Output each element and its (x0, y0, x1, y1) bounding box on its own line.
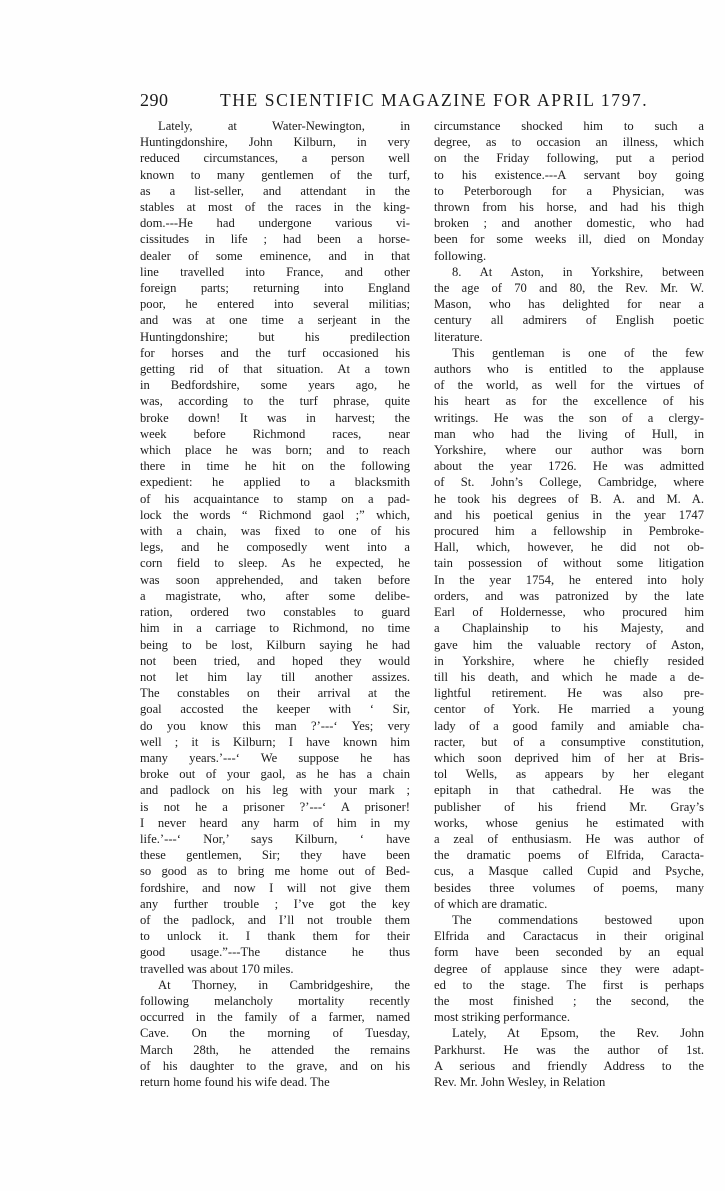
text-line: broke down! It was in harvest; the (140, 410, 410, 425)
text-line: literature. (434, 329, 483, 344)
text-line: the age of 70 and 80, the Rev. Mr. W. (434, 281, 704, 296)
text-line: these gentlemen, Sir; they have been (140, 848, 410, 863)
text-line: authors who is entitled to the applause (434, 362, 704, 377)
text-line: following. (434, 248, 487, 263)
text-line: was, according to the turf phrase, quite (140, 394, 410, 409)
text-line: lightful retirement. He was also pre- (434, 686, 704, 701)
text-line: broke out of your gaol, as he has a chain (140, 767, 410, 782)
text-line: travelled was about 170 miles. (140, 961, 294, 976)
text-line: getting rid of that situation. At a town (140, 362, 410, 377)
text-line: racter, but of a consumptive constitution, (434, 734, 704, 749)
text-line: The commendations bestowed upon (452, 912, 704, 927)
text-line: tain possession of without some litigation (434, 556, 704, 571)
text-line: week before Richmond races, near (140, 426, 410, 441)
text-line: following melancholy mortality recently (140, 993, 410, 1008)
text-line: was soon apprehended, and taken before (140, 572, 410, 587)
text-line: Hall, which, however, he did not ob- (434, 540, 704, 555)
text-line: poor, he entered into several militias; (140, 297, 410, 312)
text-line: being to be lost, Kilburn saying he had (140, 637, 410, 652)
text-line: lock the words “ Richmond gaol ;” which, (140, 507, 410, 522)
text-line: so good as to bring me home out of Bed- (140, 864, 410, 879)
text-line: tol Wells, as appears by her elegant (434, 767, 704, 782)
text-line: of his daughter to the grave, and on his (140, 1058, 410, 1073)
text-line: known to many gentlemen of the turf, (140, 167, 410, 182)
text-line: legs, and he composedly went into a (140, 540, 410, 555)
text-line: return home found his wife dead. The (140, 1074, 330, 1089)
text-line: dealer of some eminence, and in that (140, 248, 410, 263)
text-line: cissitudes in life ; had been a horse- (140, 232, 410, 247)
text-line: Lately, at Water-Newington, in (158, 119, 410, 133)
text-line: any further trouble ; I’ve got the key (140, 896, 410, 911)
text-line: cus, a Masque called Cupid and Psyche, (434, 864, 704, 879)
text-line: man who had the living of Hull, in (434, 426, 704, 441)
paragraph (140, 118, 410, 977)
text-line: centor of York. He married a young (434, 702, 704, 717)
text-line: and was at one time a serjeant in the (140, 313, 410, 328)
text-line: for horses and the turf occasioned his (140, 345, 410, 360)
text-line: A serious and friendly Address to the (434, 1058, 704, 1073)
text-line: on the Friday following, put a period (434, 151, 704, 166)
text-line: form have been seconded by an equal (434, 945, 704, 960)
text-line: orders, and was patronized by the late (434, 588, 704, 603)
text-line: well ; it is Kilburn; I have known him (140, 734, 410, 749)
text-line: till his death, and which he made a de- (434, 669, 704, 684)
text-line: Mason, who has delighted for near a (434, 297, 704, 312)
text-line: to his existence.---A servant boy going (434, 167, 704, 182)
paragraph (434, 264, 704, 345)
text-line: of the padlock, and I’ll not trouble them (140, 912, 410, 927)
text-line: reduced circumstances, a person well (140, 151, 410, 166)
text-line: not been tried, and hoped they would (140, 653, 410, 668)
text-line: and padlock on his leg with your mark ; (140, 783, 410, 798)
text-line: foreign parts; returning into England (140, 281, 410, 296)
text-line: gave him the valuable rectory of Aston, (434, 637, 704, 652)
text-line: in Yorkshire, where he chiefly resided (434, 653, 704, 668)
text-line: works, whose genius he estimated with (434, 815, 704, 830)
paragraph (434, 912, 704, 1025)
text-line: been for some weeks ill, died on Monday (434, 232, 704, 247)
page-number: 290 (140, 90, 169, 110)
text-line: as a list-seller, and attendant in the (140, 183, 410, 198)
text-line: I never heard any harm of him in my (140, 815, 410, 830)
text-line: good usage.”---The distance he thus (140, 945, 410, 960)
text-line: occurred in the family of a farmer, named (140, 1010, 410, 1025)
text-line: Huntingdonshire; but his predilection (140, 329, 410, 344)
text-line: life.’---‘ Nor,’ says Kilburn, ‘ have (140, 831, 410, 846)
text-line: stables at most of the races in the king- (140, 200, 410, 215)
left-column (140, 118, 410, 1090)
text-line: of which are dramatic. (434, 896, 548, 911)
text-line: expedient: he applied to a blacksmith (140, 475, 410, 490)
text-line: Parkhurst. He was the author of 1st. (434, 1042, 704, 1057)
text-line: Elfrida and Caractacus in their original (434, 929, 704, 944)
text-line: century all admirers of English poetic (434, 313, 704, 328)
text-line: the most finished ; the second, the (434, 993, 704, 1008)
text-line: most striking performance. (434, 1010, 571, 1025)
text-line: goal accosted the keeper with ‘ Sir, (140, 702, 410, 717)
text-line: which place he was born; and to reach (140, 443, 410, 458)
text-line: is not he a prisoner ?’---‘ A prisoner! (140, 799, 410, 814)
text-line: and his poetical genius in the year 1747 (434, 507, 704, 522)
text-line: line travelled into France, and other (140, 264, 410, 279)
text-line: This gentleman is one of the few (452, 345, 704, 360)
text-line: the dramatic poems of Elfrida, Caracta- (434, 848, 704, 863)
text-line: of St. John’s College, Cambridge, where (434, 475, 704, 490)
running-head (140, 86, 710, 116)
paragraph (434, 345, 704, 912)
text-line: about the year 1726. He was admitted (434, 459, 704, 474)
text-line: thrown from his horse, and had his thigh (434, 200, 704, 215)
text-line: do you know this man ?’---‘ Yes; very (140, 718, 410, 733)
text-line: his heart as for the excellence of his (434, 394, 704, 409)
text-line: procured him a fellowship in Pembroke- (434, 524, 704, 539)
text-line: there in time he hit on the following (140, 459, 410, 474)
text-line: 8. At Aston, in Yorkshire, between (452, 264, 704, 279)
right-column (434, 118, 704, 1090)
text-line: of the world, as well for the virtues of (434, 378, 704, 393)
text-line: a zeal of enthusiasm. He was author of (434, 831, 704, 846)
text-line: Yorkshire, where our author was born (434, 443, 704, 458)
text-line: At Thorney, in Cambridgeshire, the (158, 977, 410, 992)
text-line: In the year 1754, he entered into holy (434, 572, 704, 587)
text-line: a magistrate, who, after some delibe- (140, 588, 410, 603)
paragraph (434, 118, 704, 264)
text-line: of his acquaintance to stamp on a pad- (140, 491, 410, 506)
text-line: degree of applause since they were adapt- (434, 961, 704, 976)
text-line: Earl of Holdernesse, who procured him (434, 605, 704, 620)
text-line: him in a carriage to Richmond, no time (140, 621, 410, 636)
text-line: corn field to sleep. As he expected, he (140, 556, 410, 571)
text-line: Huntingdonshire, John Kilburn, in very (140, 135, 410, 150)
paragraph (434, 1025, 704, 1090)
text-line: which soon deprived him of her at Bris- (434, 750, 704, 765)
journal-title: THE SCIENTIFIC MAGAZINE FOR APRIL 1797. (220, 90, 649, 110)
text-line: publisher of his friend Mr. Gray’s (434, 799, 704, 814)
paragraph (140, 977, 410, 1090)
text-line: degree, as to occasion an illness, which (434, 135, 704, 150)
text-line: not let him lay till another assizes. (140, 669, 410, 684)
text-line: Lately, At Epsom, the Rev. John (452, 1026, 704, 1041)
text-line: to Peterborough for a Physician, was (434, 183, 704, 198)
text-line: lady of a good family and amiable cha- (434, 718, 704, 733)
text-line: ed to the stage. The first is perhaps (434, 977, 704, 992)
text-line: with a chain, was fixed to one of his (140, 524, 410, 539)
text-line: in Bedfordshire, some years ago, he (140, 378, 410, 393)
text-line: ration, ordered two constables to guard (140, 605, 410, 620)
text-line: The constables on their arrival at the (140, 686, 410, 701)
text-line: fordshire, and now I will not give them (140, 880, 410, 895)
text-line: to unlock it. I thank them for their (140, 929, 410, 944)
text-line: March 28th, he attended the remains (140, 1042, 410, 1057)
text-line: epitaph in that cathedral. He was the (434, 783, 704, 798)
text-line: Rev. Mr. John Wesley, in Relation (434, 1074, 606, 1089)
text-line: writings. He was the son of a clergy- (434, 410, 704, 425)
text-line: besides three volumes of poems, many (434, 880, 704, 895)
text-line: a Chaplainship to his Majesty, and (434, 621, 704, 636)
text-line: Cave. On the morning of Tuesday, (140, 1026, 410, 1041)
text-line: dom.---He had undergone various vi- (140, 216, 410, 231)
text-line: many years.’---‘ We suppose he has (140, 750, 410, 765)
text-line: circumstance shocked him to such a (434, 119, 704, 133)
text-line: he took his degrees of B. A. and M. A. (434, 491, 704, 506)
text-line: broken ; and another domestic, who had (434, 216, 704, 231)
